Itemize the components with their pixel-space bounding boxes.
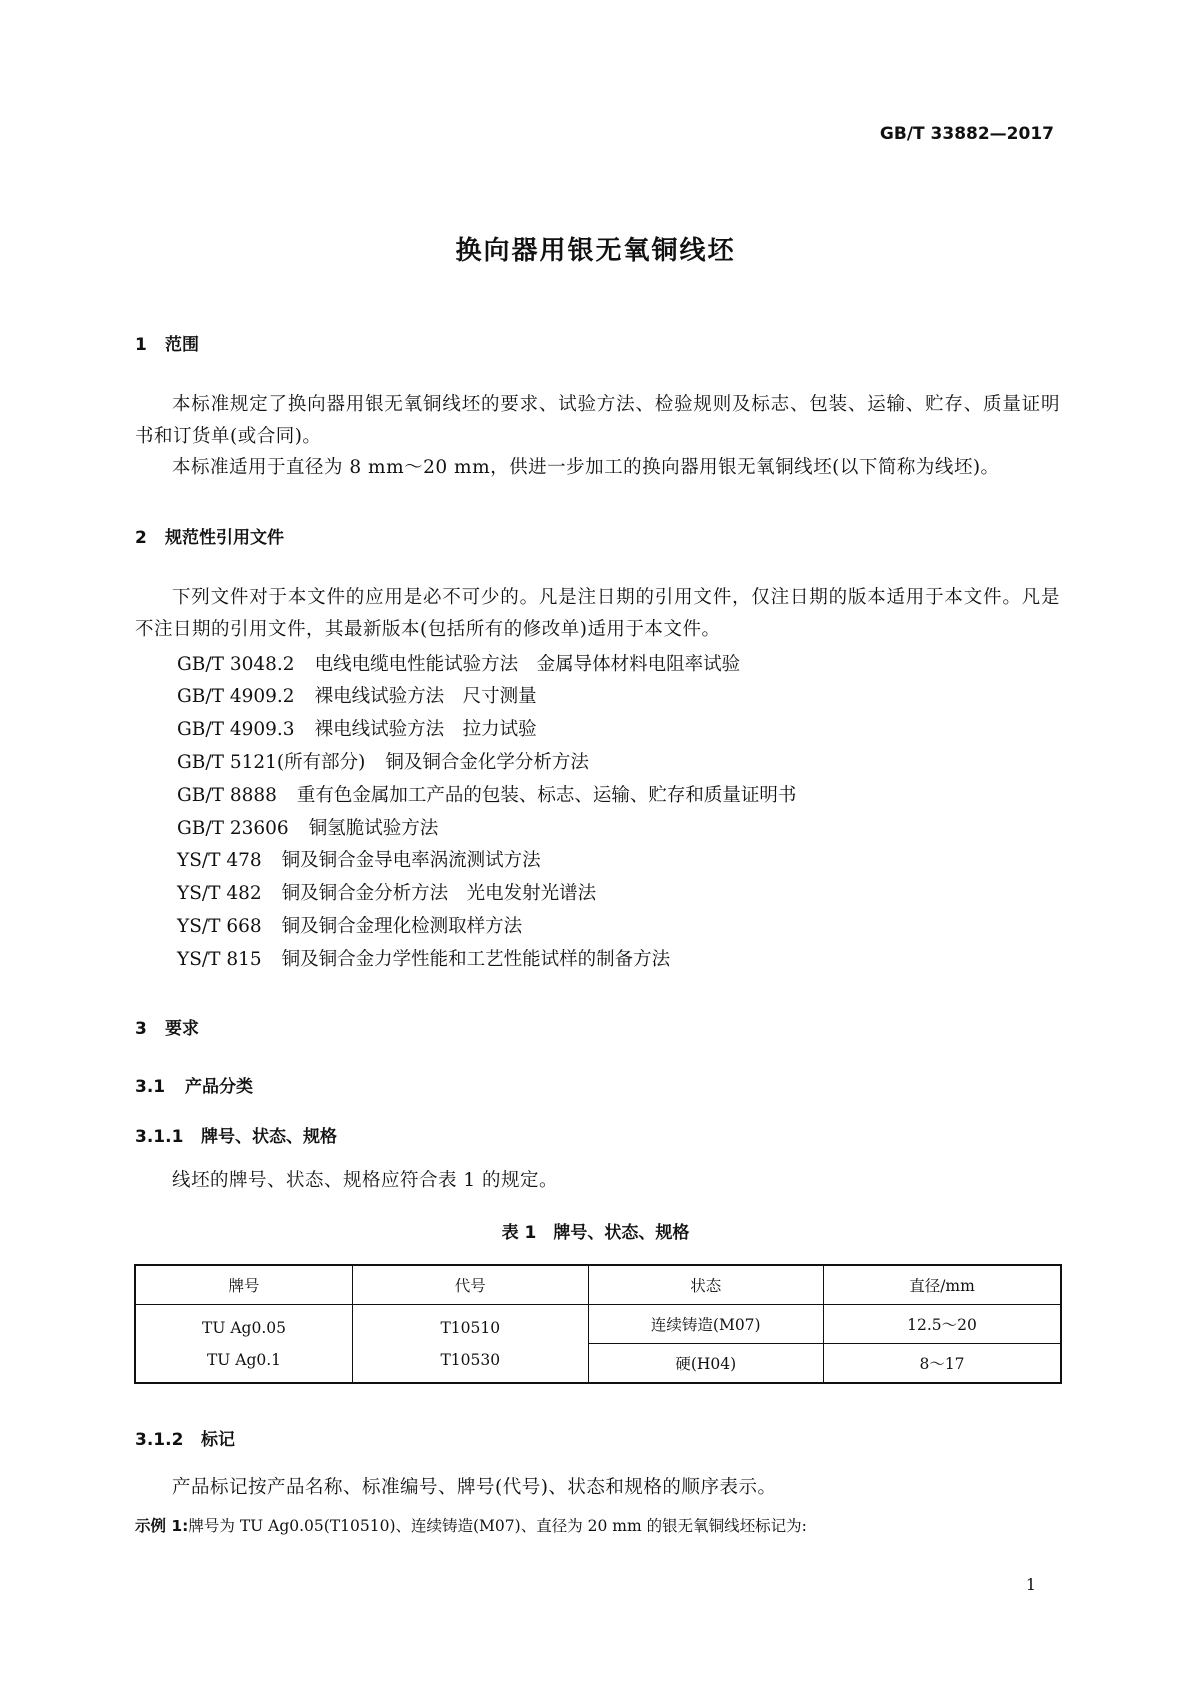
reference-code: GB/T 23606 <box>177 818 289 839</box>
reference-code: GB/T 8888 <box>177 785 277 806</box>
section-number: 1 <box>135 335 147 355</box>
reference-title: 铜氢脆试验方法 <box>308 818 439 839</box>
reference-code: YS/T 482 <box>177 883 262 904</box>
standard-code: GB/T 33882—2017 <box>879 124 1054 144</box>
section-3-heading <box>135 1014 199 1039</box>
example-text: 牌号为 TU Ag0.05(T10510)、连续铸造(M07)、直径为 20 mm 的银无氧铜线坯标记为: <box>188 1517 807 1535</box>
section-2-heading <box>135 523 284 548</box>
reference-code: GB/T 5121(所有部分) <box>177 752 366 773</box>
reference-title: 铜及铜合金力学性能和工艺性能试样的制备方法 <box>281 949 671 970</box>
reference-code: YS/T 478 <box>177 850 262 871</box>
table-row <box>135 1305 1061 1344</box>
subsection-3-1-1-heading <box>135 1122 337 1147</box>
reference-title: 铜及铜合金导电率涡流测试方法 <box>281 850 541 871</box>
code-value: T10530 <box>440 1350 501 1369</box>
code-value: T10510 <box>440 1318 501 1337</box>
reference-title: 铜及铜合金化学分析方法 <box>385 752 589 773</box>
header-diameter: 直径/mm <box>824 1265 1062 1305</box>
reference-item <box>177 945 670 971</box>
reference-code: YS/T 668 <box>177 916 262 937</box>
section-title: 规范性引用文件 <box>165 528 284 548</box>
header-state: 状态 <box>588 1265 823 1305</box>
section-title: 牌号、状态、规格 <box>201 1127 337 1147</box>
header-grade: 牌号 <box>135 1265 353 1305</box>
reference-item <box>177 682 537 708</box>
subsection-3-1-1-text: 线坯的牌号、状态、规格应符合表 1 的规定。 <box>172 1170 559 1191</box>
subsection-3-1-heading <box>135 1072 253 1097</box>
header-code: 代号 <box>353 1265 589 1305</box>
diameter-cell: 8～17 <box>824 1344 1062 1384</box>
example-1 <box>135 1514 807 1536</box>
state-cell: 连续铸造(M07) <box>588 1305 823 1344</box>
code-cell <box>353 1305 589 1384</box>
reference-title: 铜及铜合金分析方法 光电发射光谱法 <box>281 883 597 904</box>
section-number: 2 <box>135 528 147 548</box>
subsection-3-1-2-text: 产品标记按产品名称、标准编号、牌号(代号)、状态和规格的顺序表示。 <box>172 1477 777 1498</box>
reference-code: YS/T 815 <box>177 949 262 970</box>
grade-value: TU Ag0.05 <box>202 1318 286 1337</box>
section-number: 3.1.2 <box>135 1430 184 1450</box>
reference-code: GB/T 4909.2 <box>177 686 295 707</box>
reference-item <box>177 879 596 905</box>
diameter-cell: 12.5～20 <box>824 1305 1062 1344</box>
section-1-heading <box>135 330 199 355</box>
reference-item <box>177 846 541 872</box>
section-2-intro: 下列文件对于本文件的应用是必不可少的。凡是注日期的引用文件，仅注日期的版本适用于本文件。凡是不注日期的引用文件，其最新版本(包括所有的修改单)适用于本文件。 <box>135 587 1060 640</box>
spec-table <box>134 1264 1062 1384</box>
table-header-row <box>135 1265 1061 1305</box>
page-number: 1 <box>1025 1575 1036 1594</box>
reference-item <box>177 748 589 774</box>
section-number: 3.1.1 <box>135 1127 184 1147</box>
grade-value: TU Ag0.1 <box>206 1350 282 1369</box>
table-caption: 表 1 牌号、状态、规格 <box>501 1223 690 1243</box>
section-title: 范围 <box>165 335 199 355</box>
reference-item <box>177 781 796 807</box>
section-1-paragraph-1: 本标准规定了换向器用银无氧铜线坯的要求、试验方法、检验规则及标志、包装、运输、贮存、质量证明书和订货单(或合同)。 <box>135 394 1060 447</box>
reference-title: 裸电线试验方法 拉力试验 <box>314 719 537 740</box>
section-1-paragraph-2: 本标准适用于直径为 8 mm～20 mm，供进一步加工的换向器用银无氧铜线坯(以下简称为线坯)。 <box>172 457 1000 478</box>
section-title: 标记 <box>201 1430 235 1450</box>
section-title: 要求 <box>165 1019 199 1039</box>
state-cell: 硬(H04) <box>588 1344 823 1384</box>
subsection-3-1-2-heading <box>135 1425 235 1450</box>
document-title: 换向器用银无氧铜线坯 <box>455 236 736 266</box>
grade-cell <box>135 1305 353 1384</box>
reference-title: 电线电缆电性能试验方法 金属导体材料电阻率试验 <box>314 654 741 675</box>
reference-title: 重有色金属加工产品的包装、标志、运输、贮存和质量证明书 <box>296 785 797 806</box>
reference-item <box>177 715 537 741</box>
section-title: 产品分类 <box>185 1077 253 1097</box>
reference-item <box>177 912 522 938</box>
reference-title: 裸电线试验方法 尺寸测量 <box>314 686 537 707</box>
section-number: 3 <box>135 1019 147 1039</box>
reference-code: GB/T 3048.2 <box>177 654 295 675</box>
example-label: 示例 1: <box>135 1517 189 1535</box>
reference-item <box>177 814 438 840</box>
reference-code: GB/T 4909.3 <box>177 719 295 740</box>
section-number: 3.1 <box>135 1077 166 1097</box>
reference-title: 铜及铜合金理化检测取样方法 <box>281 916 523 937</box>
reference-item <box>177 650 740 676</box>
